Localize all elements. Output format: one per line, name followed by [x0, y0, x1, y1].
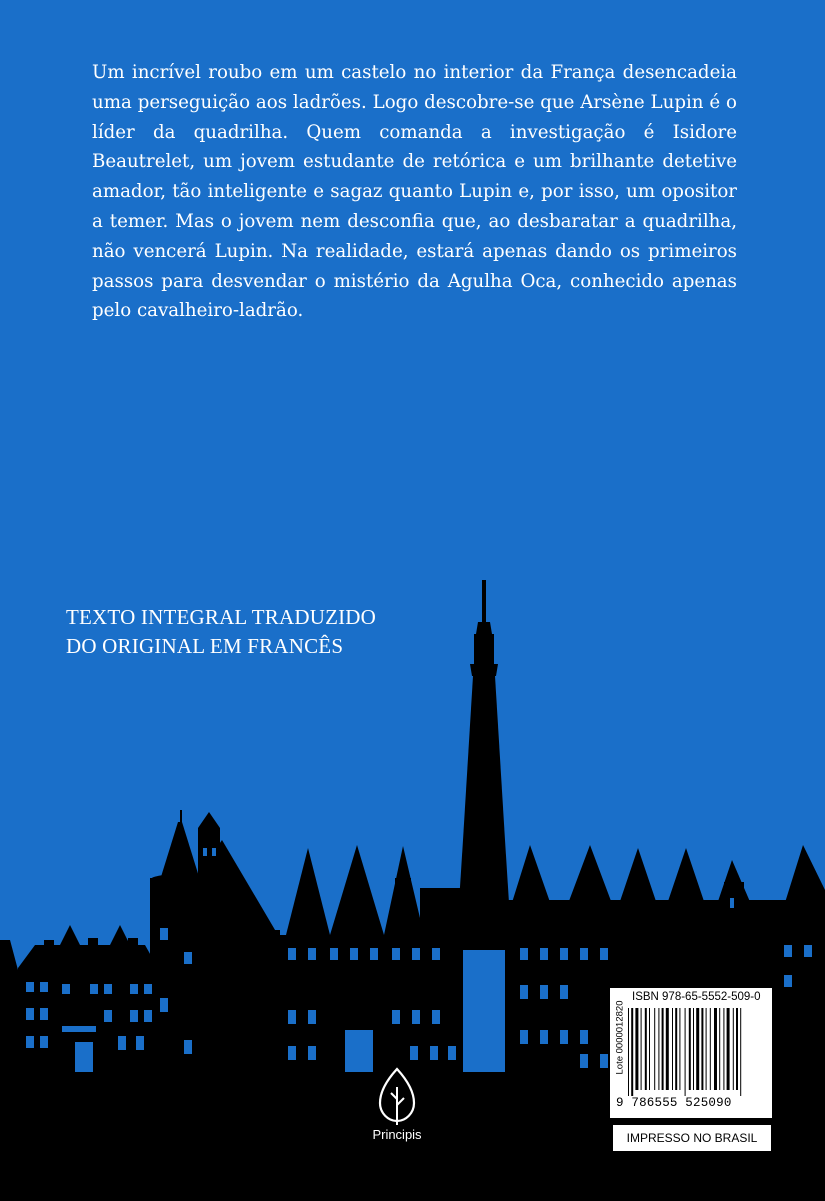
translation-note-line-1: TEXTO INTEGRAL TRADUZIDO	[66, 605, 377, 629]
barcode	[628, 1008, 766, 1096]
synopsis-text: Um incrível roubo em um castelo no interior da França desencadeia uma perseguição aos ladrões. Logo descobre-se que Arsène Lupin é o líder da quadrilha. Quem comanda a investigação é Isidore Beautrelet, um jovem estudante de retórica e um brilhante detetive amador, tão inteligente e sagaz quanto Lupin e, por isso, um opositor a temer. Mas o jovem nem desconfia que, ao desbaratar a quadrilha, não vencerá Lupin. Na realidade, estará apenas dando os primeiros passos para desvendar o mistério da Agulha Oca, conhecido apenas pelo cavalheiro-ladrão.	[92, 62, 737, 322]
translation-note-line-2: DO ORIGINAL EM FRANCÊS	[66, 634, 344, 658]
barcode-digits: 9 786555 525090	[616, 1096, 732, 1110]
publisher-name: Principis	[372, 1127, 422, 1142]
leaf-icon	[362, 1065, 432, 1125]
printed-in-label: IMPRESSO NO BRASIL	[612, 1124, 772, 1152]
publisher-logo	[362, 1065, 432, 1155]
isbn-text: ISBN 978-65-5552-509-0	[632, 991, 761, 1003]
lot-number: Lote 0000012820	[614, 1000, 626, 1075]
barcode-panel	[610, 988, 772, 1118]
